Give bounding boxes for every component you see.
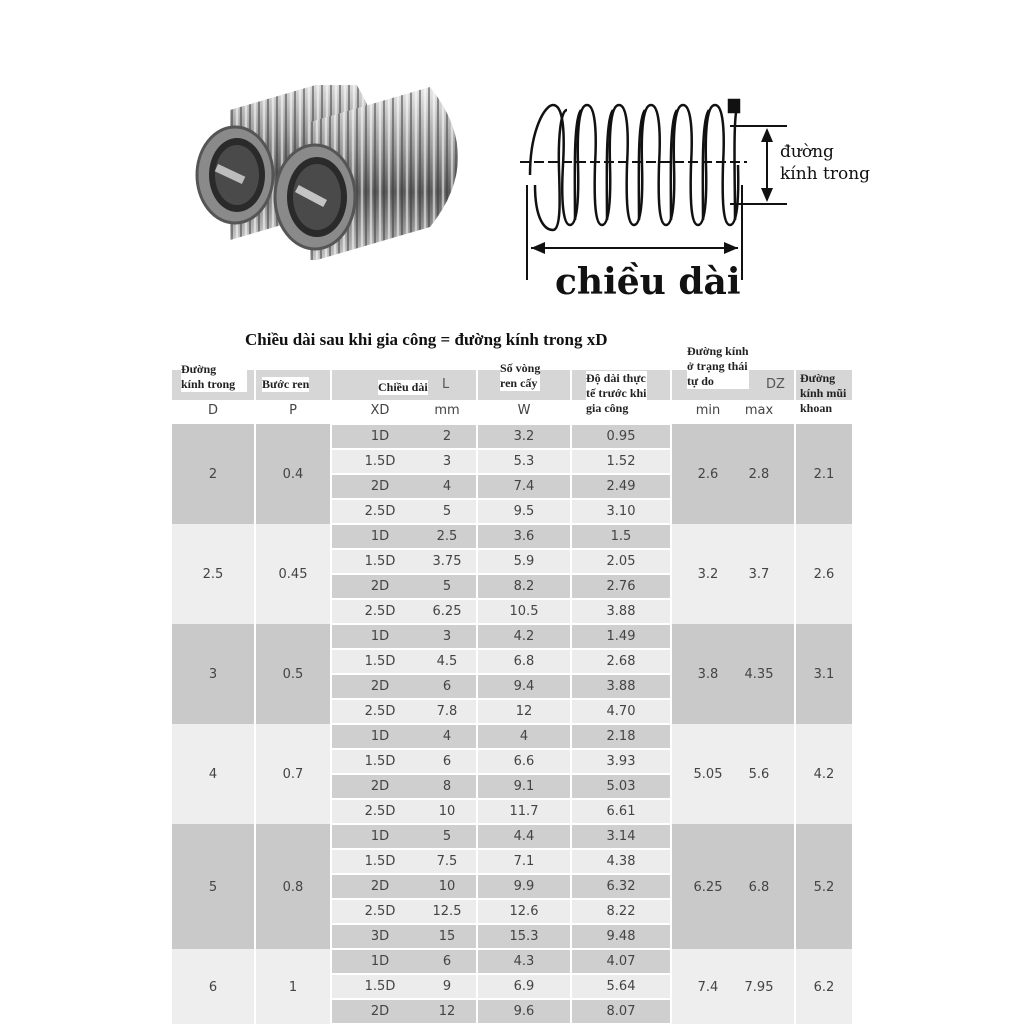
group-free-min: 5.05 xyxy=(693,767,723,782)
group-diameter: 2.5 xyxy=(202,567,224,582)
row-actual-length: 1.52 xyxy=(606,454,636,469)
group-drill: 3.1 xyxy=(813,667,835,682)
inner-diameter-label: đường kính trong xyxy=(780,142,871,184)
group-pitch: 0.5 xyxy=(282,667,304,682)
row-actual-length: 3.14 xyxy=(606,829,636,844)
row-turns: 3.2 xyxy=(513,429,535,444)
row-length-mm: 5 xyxy=(442,829,452,844)
row-length-mm: 9 xyxy=(442,979,452,994)
row-turns: 12 xyxy=(515,704,533,719)
subheader-mm: mm xyxy=(434,403,460,418)
row-xd: 2.5D xyxy=(364,504,396,519)
group-drill: 2.1 xyxy=(813,467,835,482)
subheader-p: P xyxy=(289,403,297,418)
row-actual-length: 9.48 xyxy=(606,929,636,944)
row-length-mm: 6.25 xyxy=(432,604,462,619)
row-actual-length: 3.88 xyxy=(606,679,636,694)
group-pitch: 0.4 xyxy=(282,467,304,482)
row-length-mm: 12.5 xyxy=(432,904,462,919)
group-diameter: 4 xyxy=(208,767,218,782)
row-turns: 4 xyxy=(519,729,529,744)
header-free-dz: DZ xyxy=(766,377,785,392)
row-actual-length: 3.10 xyxy=(606,504,636,519)
row-length-mm: 2.5 xyxy=(436,529,458,544)
row-length-mm: 7.5 xyxy=(436,854,458,869)
row-actual-length: 4.70 xyxy=(606,704,636,719)
row-xd: 2.5D xyxy=(364,604,396,619)
row-length-mm: 6 xyxy=(442,954,452,969)
group-drill: 4.2 xyxy=(813,767,835,782)
row-actual-length: 0.95 xyxy=(606,429,636,444)
row-turns: 5.9 xyxy=(513,554,535,569)
row-actual-length: 6.61 xyxy=(606,804,636,819)
row-turns: 8.2 xyxy=(513,579,535,594)
row-turns: 4.3 xyxy=(513,954,535,969)
group-diameter: 5 xyxy=(208,880,218,895)
subheader-w: W xyxy=(517,403,531,418)
row-actual-length: 6.32 xyxy=(606,879,636,894)
row-turns: 7.1 xyxy=(513,854,535,869)
group-free-min: 2.6 xyxy=(697,467,719,482)
row-length-mm: 4.5 xyxy=(436,654,458,669)
group-drill: 6.2 xyxy=(813,980,835,995)
row-xd: 1.5D xyxy=(364,654,396,669)
group-free-max: 2.8 xyxy=(748,467,770,482)
row-actual-length: 2.05 xyxy=(606,554,636,569)
row-actual-length: 5.64 xyxy=(606,979,636,994)
row-actual-length: 4.38 xyxy=(606,854,636,869)
row-turns: 5.3 xyxy=(513,454,535,469)
row-xd: 3D xyxy=(370,929,390,944)
row-actual-length: 8.07 xyxy=(606,1004,636,1019)
row-xd: 1D xyxy=(370,629,390,644)
group-drill: 5.2 xyxy=(813,880,835,895)
row-actual-length: 2.18 xyxy=(606,729,636,744)
subheader-max: max xyxy=(744,403,774,418)
row-length-mm: 3.75 xyxy=(432,554,462,569)
header-turns: Số vòng ren cấy xyxy=(500,361,541,390)
subheader-min: min xyxy=(695,403,721,418)
row-turns: 3.6 xyxy=(513,529,535,544)
row-turns: 10.5 xyxy=(509,604,539,619)
row-turns: 4.2 xyxy=(513,629,535,644)
row-actual-length: 3.93 xyxy=(606,754,636,769)
row-turns: 7.4 xyxy=(513,479,535,494)
header-length: Chiều dài xyxy=(378,380,428,394)
group-diameter: 3 xyxy=(208,667,218,682)
header-length-l: L xyxy=(442,377,450,392)
header-diameter: Đường kính trong xyxy=(181,362,247,392)
row-turns: 15.3 xyxy=(509,929,539,944)
row-actual-length: 4.07 xyxy=(606,954,636,969)
row-length-mm: 10 xyxy=(438,804,456,819)
row-length-mm: 6 xyxy=(442,754,452,769)
row-length-mm: 7.8 xyxy=(436,704,458,719)
group-diameter: 2 xyxy=(208,467,218,482)
row-length-mm: 3 xyxy=(442,629,452,644)
row-turns: 6.8 xyxy=(513,654,535,669)
row-xd: 1D xyxy=(370,429,390,444)
row-actual-length: 5.03 xyxy=(606,779,636,794)
row-turns: 9.6 xyxy=(513,1004,535,1019)
row-xd: 1D xyxy=(370,729,390,744)
header-drill-diameter: Đường kính mũi khoan xyxy=(800,371,847,415)
row-actual-length: 3.88 xyxy=(606,604,636,619)
row-xd: 1D xyxy=(370,954,390,969)
group-pitch: 0.45 xyxy=(278,567,308,582)
row-length-mm: 5 xyxy=(442,504,452,519)
row-actual-length: 1.49 xyxy=(606,629,636,644)
row-length-mm: 15 xyxy=(438,929,456,944)
row-actual-length: 8.22 xyxy=(606,904,636,919)
row-xd: 1.5D xyxy=(364,754,396,769)
group-free-max: 3.7 xyxy=(748,567,770,582)
row-length-mm: 2 xyxy=(442,429,452,444)
row-xd: 2D xyxy=(370,479,390,494)
row-length-mm: 12 xyxy=(438,1004,456,1019)
table-title: Chiều dài sau khi gia công = đường kính trong xD xyxy=(245,330,608,349)
group-free-max: 6.8 xyxy=(748,880,770,895)
group-pitch: 1 xyxy=(288,980,298,995)
group-diameter: 6 xyxy=(208,980,218,995)
group-free-min: 6.25 xyxy=(693,880,723,895)
group-free-max: 5.6 xyxy=(748,767,770,782)
row-length-mm: 6 xyxy=(442,679,452,694)
row-xd: 1D xyxy=(370,829,390,844)
row-xd: 2D xyxy=(370,579,390,594)
row-length-mm: 10 xyxy=(438,879,456,894)
row-xd: 1.5D xyxy=(364,979,396,994)
group-pitch: 0.7 xyxy=(282,767,304,782)
row-actual-length: 2.76 xyxy=(606,579,636,594)
row-turns: 6.9 xyxy=(513,979,535,994)
row-actual-length: 2.49 xyxy=(606,479,636,494)
row-xd: 2D xyxy=(370,879,390,894)
row-turns: 12.6 xyxy=(509,904,539,919)
row-turns: 6.6 xyxy=(513,754,535,769)
row-actual-length: 1.5 xyxy=(610,529,632,544)
row-length-mm: 3 xyxy=(442,454,452,469)
row-xd: 2.5D xyxy=(364,704,396,719)
row-length-mm: 5 xyxy=(442,579,452,594)
row-turns: 9.9 xyxy=(513,879,535,894)
row-length-mm: 8 xyxy=(442,779,452,794)
row-turns: 9.5 xyxy=(513,504,535,519)
group-free-max: 4.35 xyxy=(744,667,774,682)
subheader-d: D xyxy=(207,403,218,418)
length-label: chiều dài xyxy=(555,261,741,303)
row-xd: 2.5D xyxy=(364,804,396,819)
row-turns: 9.1 xyxy=(513,779,535,794)
group-free-min: 3.8 xyxy=(697,667,719,682)
row-xd: 1.5D xyxy=(364,454,396,469)
subheader-xd: XD xyxy=(370,403,390,418)
group-pitch: 0.8 xyxy=(282,880,304,895)
group-free-min: 3.2 xyxy=(697,567,719,582)
group-free-min: 7.4 xyxy=(697,980,719,995)
group-free-max: 7.95 xyxy=(744,980,774,995)
row-xd: 1D xyxy=(370,529,390,544)
row-length-mm: 4 xyxy=(442,729,452,744)
row-xd: 2D xyxy=(370,779,390,794)
header-free-diameter: Đường kính ở trạng thái tự do xyxy=(687,344,749,388)
thread-insert-photo xyxy=(190,85,475,260)
row-xd: 2D xyxy=(370,1004,390,1019)
row-length-mm: 4 xyxy=(442,479,452,494)
row-turns: 4.4 xyxy=(513,829,535,844)
group-drill: 2.6 xyxy=(813,567,835,582)
row-turns: 11.7 xyxy=(509,804,539,819)
row-xd: 2D xyxy=(370,679,390,694)
row-xd: 1.5D xyxy=(364,854,396,869)
row-xd: 1.5D xyxy=(364,554,396,569)
row-turns: 9.4 xyxy=(513,679,535,694)
row-xd: 2.5D xyxy=(364,904,396,919)
header-pitch: Bước ren xyxy=(262,377,310,391)
header-actual-length: Độ dài thực tế trước khi gia công xyxy=(586,371,647,415)
row-actual-length: 2.68 xyxy=(606,654,636,669)
